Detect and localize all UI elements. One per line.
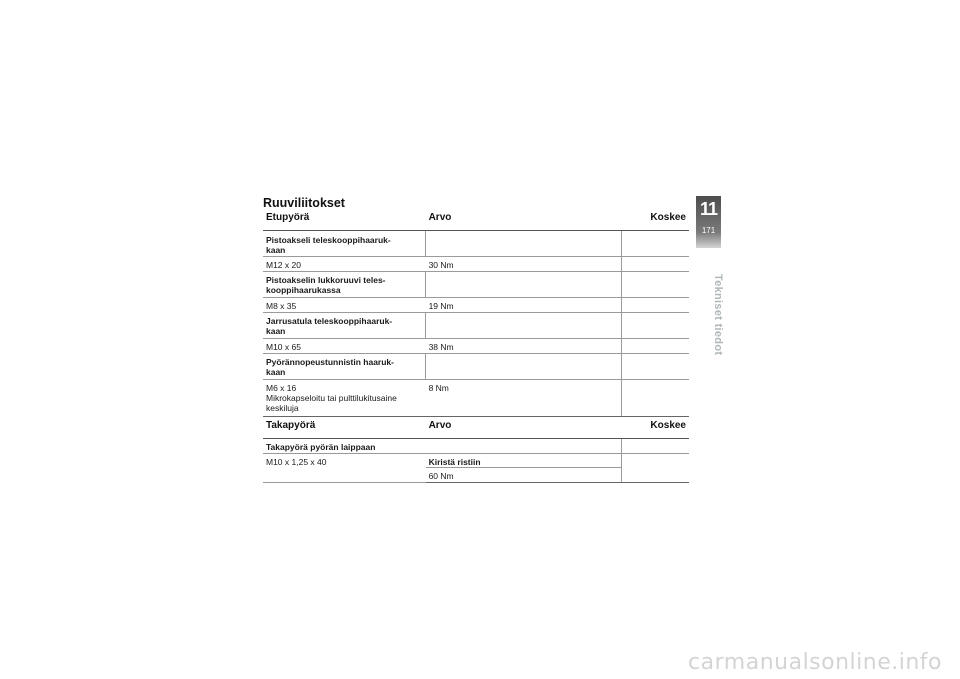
table-header-row xyxy=(263,414,689,439)
chapter-label: Tekniset tiedot xyxy=(712,274,724,356)
torque-value: 30 Nm xyxy=(426,257,622,272)
table-row xyxy=(263,439,689,454)
tightening-step: Kiristä ristiin xyxy=(426,454,622,468)
table-row xyxy=(263,231,689,257)
col-header-value: Arvo xyxy=(426,414,622,439)
col-header-value: Arvo xyxy=(426,206,622,231)
bolt-name: Takapyörä pyörän laippaan xyxy=(263,439,621,454)
watermark: carmanualsonline.info xyxy=(688,650,942,675)
table-row xyxy=(263,354,689,380)
table-row xyxy=(263,380,689,417)
torque-value: 8 Nm xyxy=(426,380,622,417)
bolt-name: Pistoakselin lukkoruuvi teles- kooppihaarukassa xyxy=(263,272,426,298)
front-wheel-table xyxy=(263,206,689,417)
col-header-front: Etupyörä xyxy=(263,206,426,231)
table-row xyxy=(263,339,689,354)
col-header-rear: Takapyörä xyxy=(263,414,426,439)
table-header-row xyxy=(263,206,689,231)
bolt-spec: M8 x 35 xyxy=(263,298,426,313)
rear-wheel-table xyxy=(263,414,689,483)
bolt-name: Jarrusatula teleskooppihaaruk- kaan xyxy=(263,313,426,339)
bolt-spec: M10 x 65 xyxy=(263,339,426,354)
table-row xyxy=(263,313,689,339)
bolt-name: Pistoakseli teleskooppihaaruk- kaan xyxy=(263,231,426,257)
torque-value: 38 Nm xyxy=(426,339,622,354)
page-number: 171 xyxy=(701,226,716,235)
chapter-number: 11 xyxy=(699,199,718,219)
torque-value: 19 Nm xyxy=(426,298,622,313)
table-row xyxy=(263,257,689,272)
torque-value: 60 Nm xyxy=(426,468,622,483)
table-row xyxy=(263,272,689,298)
page-title: Ruuviliitokset xyxy=(263,196,345,210)
table-row xyxy=(263,454,689,468)
col-header-applies: Koskee xyxy=(621,206,689,231)
bolt-spec: M12 x 20 xyxy=(263,257,426,272)
bolt-name: Pyörännopeustunnistin haaruk- kaan xyxy=(263,354,426,380)
col-header-applies: Koskee xyxy=(621,414,689,439)
table-row xyxy=(263,298,689,313)
bolt-spec: M6 x 16 Mikrokapseloitu tai pulttilukitusaine keskiluja xyxy=(263,380,426,417)
bolt-spec: M10 x 1,25 x 40 xyxy=(263,454,426,483)
